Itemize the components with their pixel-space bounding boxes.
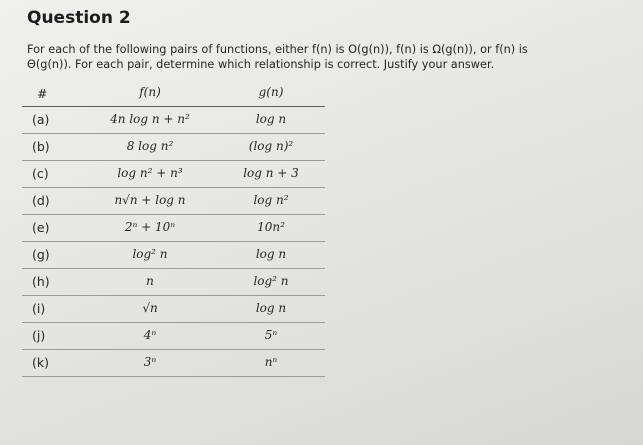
row-g: log n [255,301,287,315]
prompt-line-2: Θ(g(n)). For each pair, determine which relationship is correct. Justify your answer. [27,58,495,71]
row-label: (d) [32,193,50,208]
row-g: nⁿ [264,355,278,369]
row-g: log n + 3 [243,166,299,180]
row-label: (b) [32,139,50,154]
row-label: (j) [32,328,46,343]
header-g: g(n) [258,85,284,99]
header-number: # [37,86,48,101]
row-f: log² n [132,247,168,261]
row-label: (k) [32,355,49,370]
row-label: (a) [32,112,50,127]
row-g: log n [255,112,287,126]
row-label: (e) [32,220,50,235]
question-prompt [27,42,617,72]
row-g: log n [255,247,287,261]
table-row [22,323,325,350]
row-f: 3ⁿ [143,355,157,369]
row-g: log² n [253,274,289,288]
table-row [22,350,325,377]
row-g: 5ⁿ [264,328,278,342]
table-row [22,269,325,296]
row-f: 2ⁿ + 10ⁿ [124,220,176,234]
row-label: (c) [32,166,49,181]
table-row [22,161,325,188]
row-f: 4n log n + n² [110,112,190,126]
row-f: n [146,274,154,288]
table-header [22,82,325,107]
table-row [22,134,325,161]
header-f: f(n) [139,85,161,99]
question-title: Question 2 [27,8,131,28]
table-row [22,107,325,134]
function-table [22,82,325,377]
row-label: (g) [32,247,50,262]
table-row [22,188,325,215]
row-f: n√n + log n [114,193,186,207]
table-row [22,242,325,269]
row-g: 10n² [257,220,285,234]
table-row [22,215,325,242]
row-label: (h) [32,274,50,289]
row-g: log n² [253,193,289,207]
row-f: 4ⁿ [143,328,157,342]
row-label: (i) [32,301,46,316]
prompt-line-1: For each of the following pairs of functions, either f(n) is O(g(n)), f(n) is Ω(g(n)), or f(n) is [27,43,528,56]
row-f: √n [142,301,158,315]
row-f: 8 log n² [126,139,174,153]
row-f: log n² + n³ [117,166,183,180]
table-row [22,296,325,323]
row-g: (log n)² [248,139,294,153]
